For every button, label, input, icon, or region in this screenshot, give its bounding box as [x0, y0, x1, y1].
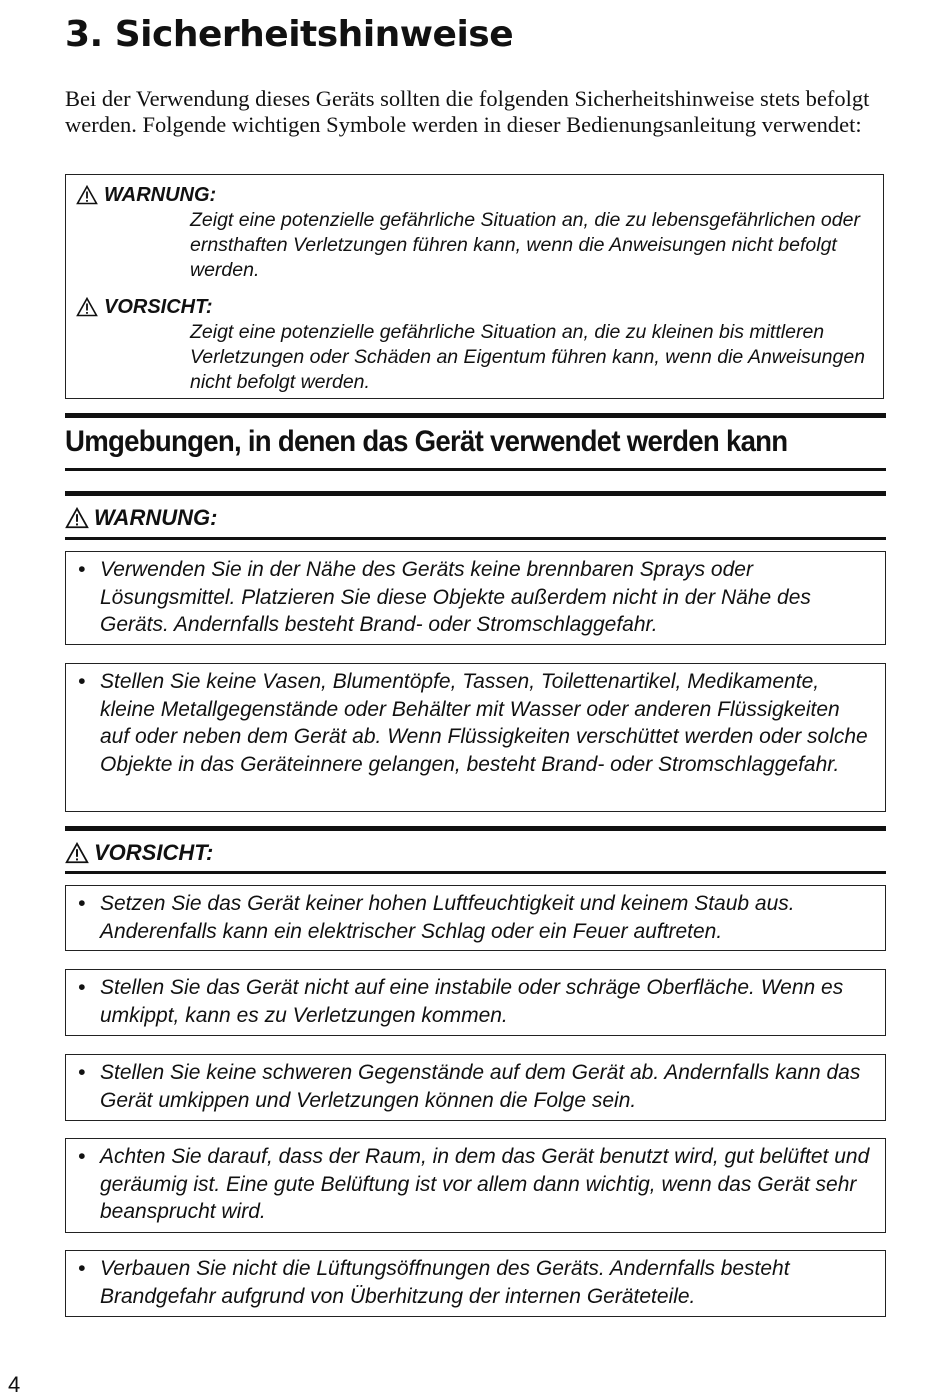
bullet: •: [78, 1061, 86, 1084]
symbol-legend-box: [65, 174, 884, 399]
caution-heading: [65, 839, 213, 867]
bullet: •: [78, 558, 86, 581]
bullet: •: [78, 670, 86, 693]
bullet: •: [78, 1145, 86, 1168]
warning-triangle-icon: [76, 297, 98, 317]
section-heading: Umgebungen, in denen das Gerät verwendet werden kann: [65, 425, 788, 458]
warning-heading-text: WARNUNG:: [94, 505, 218, 530]
legend-caution-label-text: VORSICHT:: [104, 296, 213, 318]
legend-caution-text: Zeigt eine potenzielle gefährliche Situation an, die zu kleinen bis mittleren Verletzungen oder Schäden an Eigentum führen kann, wenn die Anweisungen nicht befolgt werden.: [190, 321, 866, 393]
warning-triangle-icon: [65, 507, 89, 529]
warning-item-text: Stellen Sie keine Vasen, Blumentöpfe, Tassen, Toilettenartikel, Medikamente, kleine Metallgegenstände oder Behälter mit Wasser oder anderen Flüssigkeiten auf oder neben dem Gerät ab. Wenn Flüssigkeiten verschüttet werden oder solche Objekte in das Geräteinnere gelangen, besteht Brand- oder Stromschlaggefahr.: [100, 670, 868, 777]
section-top-rule: [65, 413, 886, 418]
caution-item-text: Achten Sie darauf, dass der Raum, in dem das Gerät benutzt wird, gut belüftet und geräumig ist. Eine gute Belüftung ist vor allem dann wichtig, wenn das Gerät sehr beansprucht wird.: [100, 1145, 870, 1224]
warning-top-rule: [65, 491, 886, 496]
warning-item: [65, 551, 886, 645]
warning-item-text: Verwenden Sie in der Nähe des Geräts keine brennbaren Sprays oder Lösungsmittel. Platzieren Sie diese Objekte außerdem nicht in der Nähe des Geräts. Andernfalls besteht Brand- oder Stromschlaggefahr.: [100, 558, 811, 637]
caution-top-rule: [65, 826, 886, 831]
legend-warning-text: Zeigt eine potenzielle gefährliche Situation an, die zu lebensgefährlichen oder ernsthaften Verletzungen führen kann, wenn die Anweisungen nicht befolgt werden.: [190, 209, 860, 281]
warning-triangle-icon: [76, 185, 98, 205]
caution-item: [65, 1138, 886, 1233]
caution-heading-text: VORSICHT:: [94, 840, 214, 865]
warning-heading: [65, 504, 217, 532]
legend-warning-label: [76, 183, 216, 207]
caution-item-text: Setzen Sie das Gerät keiner hohen Luftfeuchtigkeit und keinem Staub aus. Anderenfalls kann ein elektrischer Schlag oder ein Feuer auftreten.: [100, 892, 795, 943]
page-number: 4: [8, 1372, 21, 1397]
page-title: 3. Sicherheitshinweise: [65, 14, 514, 55]
caution-item: [65, 969, 886, 1036]
intro-paragraph: Bei der Verwendung dieses Geräts sollten die folgenden Sicherheitshinweise stets befolgt werden. Folgende wichtigen Symbole werden in dieser Bedienungsanleitung verwendet:: [65, 86, 870, 137]
legend-warning-label-text: WARNUNG:: [104, 184, 217, 206]
warning-item: [65, 663, 886, 812]
caution-item: [65, 885, 886, 951]
bullet: •: [78, 1257, 86, 1280]
caution-item: [65, 1054, 886, 1121]
caution-item-text: Verbauen Sie nicht die Lüftungsöffnungen des Geräts. Andernfalls besteht Brandgefahr aufgrund von Überhitzung der internen Geräteteile.: [100, 1257, 790, 1308]
legend-caution-label: [76, 295, 213, 319]
bullet: •: [78, 976, 86, 999]
caution-item: [65, 1250, 886, 1317]
caution-bottom-rule: [65, 871, 886, 874]
warning-bottom-rule: [65, 537, 886, 540]
caution-item-text: Stellen Sie keine schweren Gegenstände auf dem Gerät ab. Andernfalls kann das Gerät umkippen und Verletzungen können die Folge sein.: [100, 1061, 861, 1112]
warning-triangle-icon: [65, 842, 89, 864]
bullet: •: [78, 892, 86, 915]
caution-item-text: Stellen Sie das Gerät nicht auf eine instabile oder schräge Oberfläche. Wenn es umkippt, kann es zu Verletzungen kommen.: [100, 976, 844, 1027]
section-bottom-rule: [65, 468, 886, 471]
